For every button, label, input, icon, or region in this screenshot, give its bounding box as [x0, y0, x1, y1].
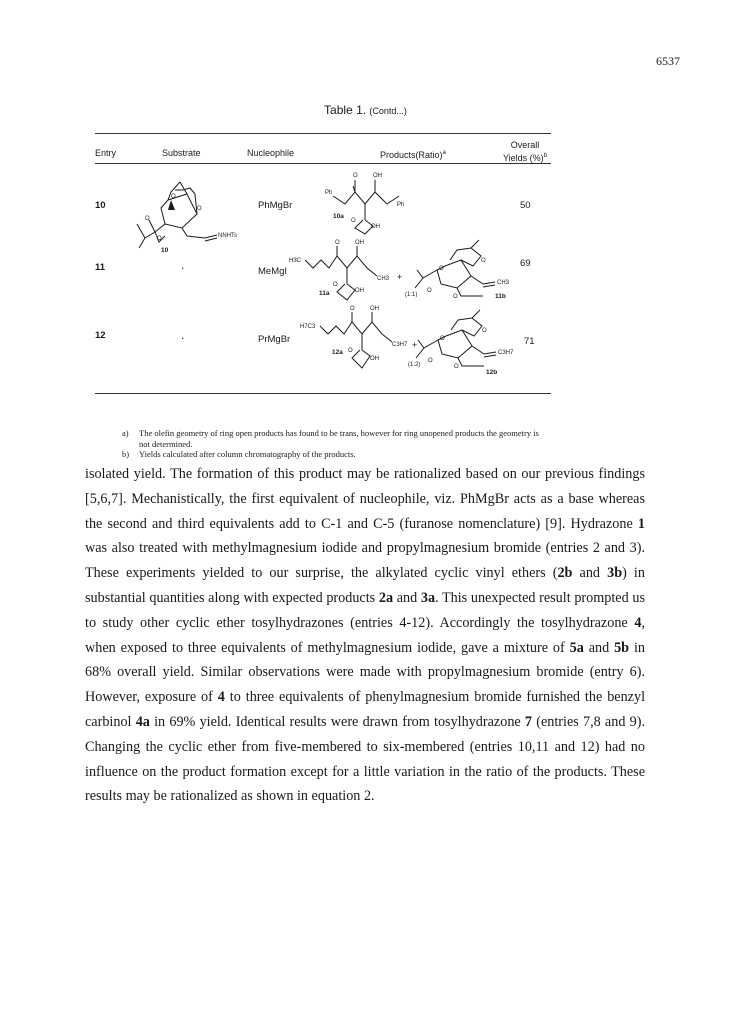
compound-ref: 3b	[607, 565, 623, 582]
body-text: ) in substantial quantities along with expected products	[85, 565, 645, 606]
row-yield: 69	[520, 258, 531, 269]
footnote-text: The olefin geometry of ring open products has found to be trans, however for ring unopened products the geometry is not determined.	[139, 428, 539, 449]
row-yield: 50	[520, 200, 531, 211]
compound-ref: 3a	[420, 589, 436, 606]
footnote	[122, 449, 542, 460]
product-11a-label: 11a	[319, 290, 330, 297]
product-12a-label: 12a	[332, 349, 343, 356]
compound-ref: 4	[217, 689, 225, 706]
product-10a-ph-right: Ph	[397, 202, 405, 208]
row-nucleophile: PhMgBr	[258, 200, 293, 211]
product-12a-oh-2: OH	[370, 356, 379, 362]
compound-ref: 4	[634, 614, 642, 631]
product-12b-o: O	[440, 336, 445, 342]
row-entry: 11	[95, 262, 106, 273]
product-12a-c3h7: C3H7	[392, 342, 408, 348]
table-bottom-rule	[95, 393, 551, 394]
row-nucleophile: MeMgI	[258, 266, 288, 277]
ratio-12: (1:2)	[408, 362, 421, 368]
header-products	[380, 148, 446, 161]
row-substrate-mark: .	[181, 328, 185, 342]
compound-ref: 2b	[557, 565, 573, 582]
row-entry: 10	[95, 200, 106, 211]
product-12b-c3h7: C3H7	[498, 350, 514, 356]
product-10a-label: 10a	[333, 213, 344, 220]
header-yields-line2: Yields (%)	[502, 153, 544, 163]
header-nucleophile: Nucleophile	[247, 148, 295, 158]
compound-ref: 7	[524, 713, 533, 730]
product-11a-o-2: O	[333, 282, 338, 288]
product-11a-oh: OH	[355, 240, 364, 246]
body-text: . This unexpected result prompted us to study other cyclic ether tosylhydrazones (entries 4-12). Accordingly the tosylhydrazone	[85, 589, 645, 631]
substrate-o-label-3: O	[145, 216, 150, 222]
body-text: isolated yield. The formation of this product may be rationalized based on our previous findings [5,6,7]. Mechanistically, the first equivalent of nucleophile, viz. PhMgBr acts as a base whereas the second and third equivalents add to C-1 and C-5 (furanose nomenclature) [9]. Hydrazone	[85, 466, 645, 532]
product-11b-o-4: O	[453, 294, 458, 300]
substrate-10-structure	[135, 180, 237, 255]
body-text: in 68% overall yield. Similar observations were made with propylmagnesium bromide (entry 6). However, exposure of	[85, 639, 645, 706]
body-text: to three equivalents of phenylmagnesium bromide furnished the benzyl carbinol	[85, 689, 646, 730]
products-12a-12b-structure	[300, 306, 540, 376]
product-12a-o-2: O	[348, 348, 353, 354]
substrate-o-label: O	[171, 194, 176, 200]
row-substrate-mark: .	[181, 258, 185, 272]
body-paragraph	[85, 462, 645, 809]
substrate-o-label-4: O	[157, 236, 162, 242]
header-products-label: Products(Ratio)	[380, 150, 443, 160]
row-entry: 12	[95, 330, 106, 341]
product-11a-oh-2: OH	[355, 288, 364, 294]
footnote-mark: a)	[122, 428, 129, 438]
table-footnotes	[122, 428, 542, 460]
products-11a-11b-structure	[285, 240, 535, 305]
product-11b-label: 11b	[495, 293, 506, 300]
header-yields-line1: Overall	[510, 140, 540, 150]
header-yields	[500, 140, 550, 164]
footnote-text: Yields calculated after column chromatography of the products.	[139, 449, 356, 459]
table-top-rule	[95, 133, 551, 134]
table-header-rule	[95, 163, 551, 164]
compound-ref: 4a	[135, 713, 150, 730]
product-11a-o: O	[335, 240, 340, 246]
table-caption-title: Table 1.	[324, 103, 367, 117]
compound-ref: 1	[637, 515, 645, 532]
product-11b-ch3: CH3	[497, 280, 510, 286]
page-number: 6537	[656, 54, 680, 68]
body-text: and	[393, 589, 421, 606]
footnote-mark: b)	[122, 449, 130, 459]
product-10a-o-label: O	[353, 173, 358, 179]
product-10a-structure	[325, 170, 435, 245]
product-10a-oh-bottom: OH	[371, 224, 380, 230]
product-12a-h7c3: H7C3	[300, 324, 316, 330]
table-caption	[0, 103, 731, 117]
product-12a-o: O	[350, 306, 355, 312]
product-11b-o-2: O	[481, 258, 486, 264]
product-10a-o-label-2: O	[351, 218, 356, 224]
plus-sign-11: +	[397, 272, 403, 282]
header-entry: Entry	[95, 148, 117, 158]
product-12b-o-3: O	[428, 358, 433, 364]
product-12b-o-4: O	[454, 364, 459, 370]
product-11b-o-3: O	[427, 288, 432, 294]
plus-sign-12: +	[412, 340, 418, 350]
substrate-nnhts-label: NNHTs	[218, 233, 237, 239]
row-nucleophile: PrMgBr	[258, 334, 291, 345]
product-10a-oh-top: OH	[373, 173, 382, 179]
substrate-o-label-2: O	[197, 206, 202, 212]
product-12b-label: 12b	[486, 369, 498, 376]
body-text: was also treated with methylmagnesium iodide and propylmagnesium bromide (entries 2 and 3). These experiments yielded to our surprise, the alkylated cyclic vinyl ethers (	[85, 540, 645, 582]
header-yields-footnote-mark: b	[543, 153, 548, 159]
footnote	[122, 428, 542, 449]
product-11a-h3c: H3C	[289, 258, 302, 264]
compound-ref: 2a	[378, 589, 394, 606]
ratio-11: (1:1)	[405, 292, 418, 298]
header-substrate: Substrate	[162, 148, 201, 158]
compound-ref: 5b	[614, 639, 630, 656]
row-yield: 71	[524, 336, 535, 347]
product-11a-ch3: CH3	[377, 276, 390, 282]
product-12b-o-2: O	[482, 328, 487, 334]
substrate-compound-label: 10	[161, 247, 169, 254]
body-text: and	[572, 565, 608, 582]
product-12a-oh: OH	[370, 306, 379, 312]
body-text: and	[583, 639, 615, 656]
table-caption-suffix: (Contd...)	[369, 106, 407, 116]
body-text: in 69% yield. Identical results were drawn from tosylhydrazone	[149, 713, 525, 730]
header-products-footnote-mark: a	[442, 150, 446, 156]
body-text: (entries 7,8 and 9). Changing the cyclic ether from five-membered to six-membered (entries 10,11 and 12) had no influence on the product formation except for a little variation in the ratio of the products. These results may be rationalized as shown in equation 2.	[85, 713, 645, 805]
product-11b-o: O	[439, 266, 444, 272]
compound-ref: 5a	[569, 639, 584, 656]
body-text: , when exposed to three equivalents of methylmagnesium iodide, gave a mixture of	[85, 614, 645, 656]
product-10a-ph-left: Ph	[325, 190, 333, 196]
